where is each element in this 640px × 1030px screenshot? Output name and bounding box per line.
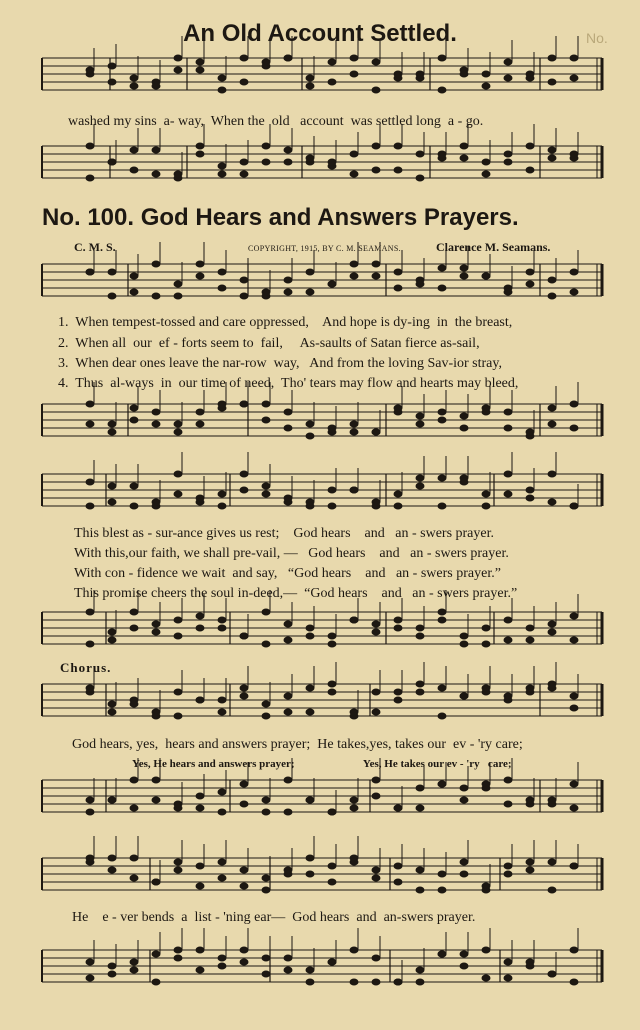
chorus-line-2: He e - ver bends a list - 'ning ear— God hears and an-swers prayer. <box>72 910 476 925</box>
verse-1-line-1: 1. When tempest-tossed and care oppressed, And hope is dy-ing in the breast, <box>58 315 513 330</box>
chorus-label: Chorus. <box>60 660 112 675</box>
verse-2-line-2: With this,our faith, we shall pre-vail, — God hears and an - swers prayer. <box>74 546 509 561</box>
verse-4-line-1: 4. Thus al-ways in our time of need, Tho' tears may flow and hearts may bleed, <box>58 376 519 391</box>
page-number-faded: No. <box>586 30 608 46</box>
chorus-bass-line-1: Yes, He hears and answers prayer; Yes, He takes our ev - 'ry care; <box>132 758 512 770</box>
hymn-composer: Clarence M. Seamans. <box>436 240 551 254</box>
previous-hymn-last-line: washed my sins a- way, When the old account was settled long a - go. <box>68 114 484 129</box>
verse-2-line-1: 2. When all our ef - forts seem to fail, As-saults of Satan fierce as-sail, <box>58 336 480 351</box>
chorus-line-1: God hears, yes, hears and answers prayer; He takes,yes, takes our ev - 'ry care; <box>72 737 523 752</box>
hymn-heading: No. 100. God Hears and Answers Prayers. <box>42 204 519 231</box>
hymn-copyright: COPYRIGHT, 1915, BY C. M. SEAMANS. <box>248 244 401 253</box>
hymn-meter: C. M. S. <box>74 240 116 254</box>
verse-1-line-2: This blest as - sur-ance gives us rest; God hears and an - swers prayer. <box>74 526 494 541</box>
verse-4-line-2: This promise cheers the soul in-deed,— “God hears and an - swers prayer.” <box>74 586 518 601</box>
verse-3-line-1: 3. When dear ones leave the nar-row way, And from the loving Sav-ior stray, <box>58 356 502 371</box>
verse-3-line-2: With con - fidence we wait and say, “God hears and an - swers prayer.” <box>74 566 501 581</box>
previous-hymn-title: An Old Account Settled. <box>183 20 457 47</box>
